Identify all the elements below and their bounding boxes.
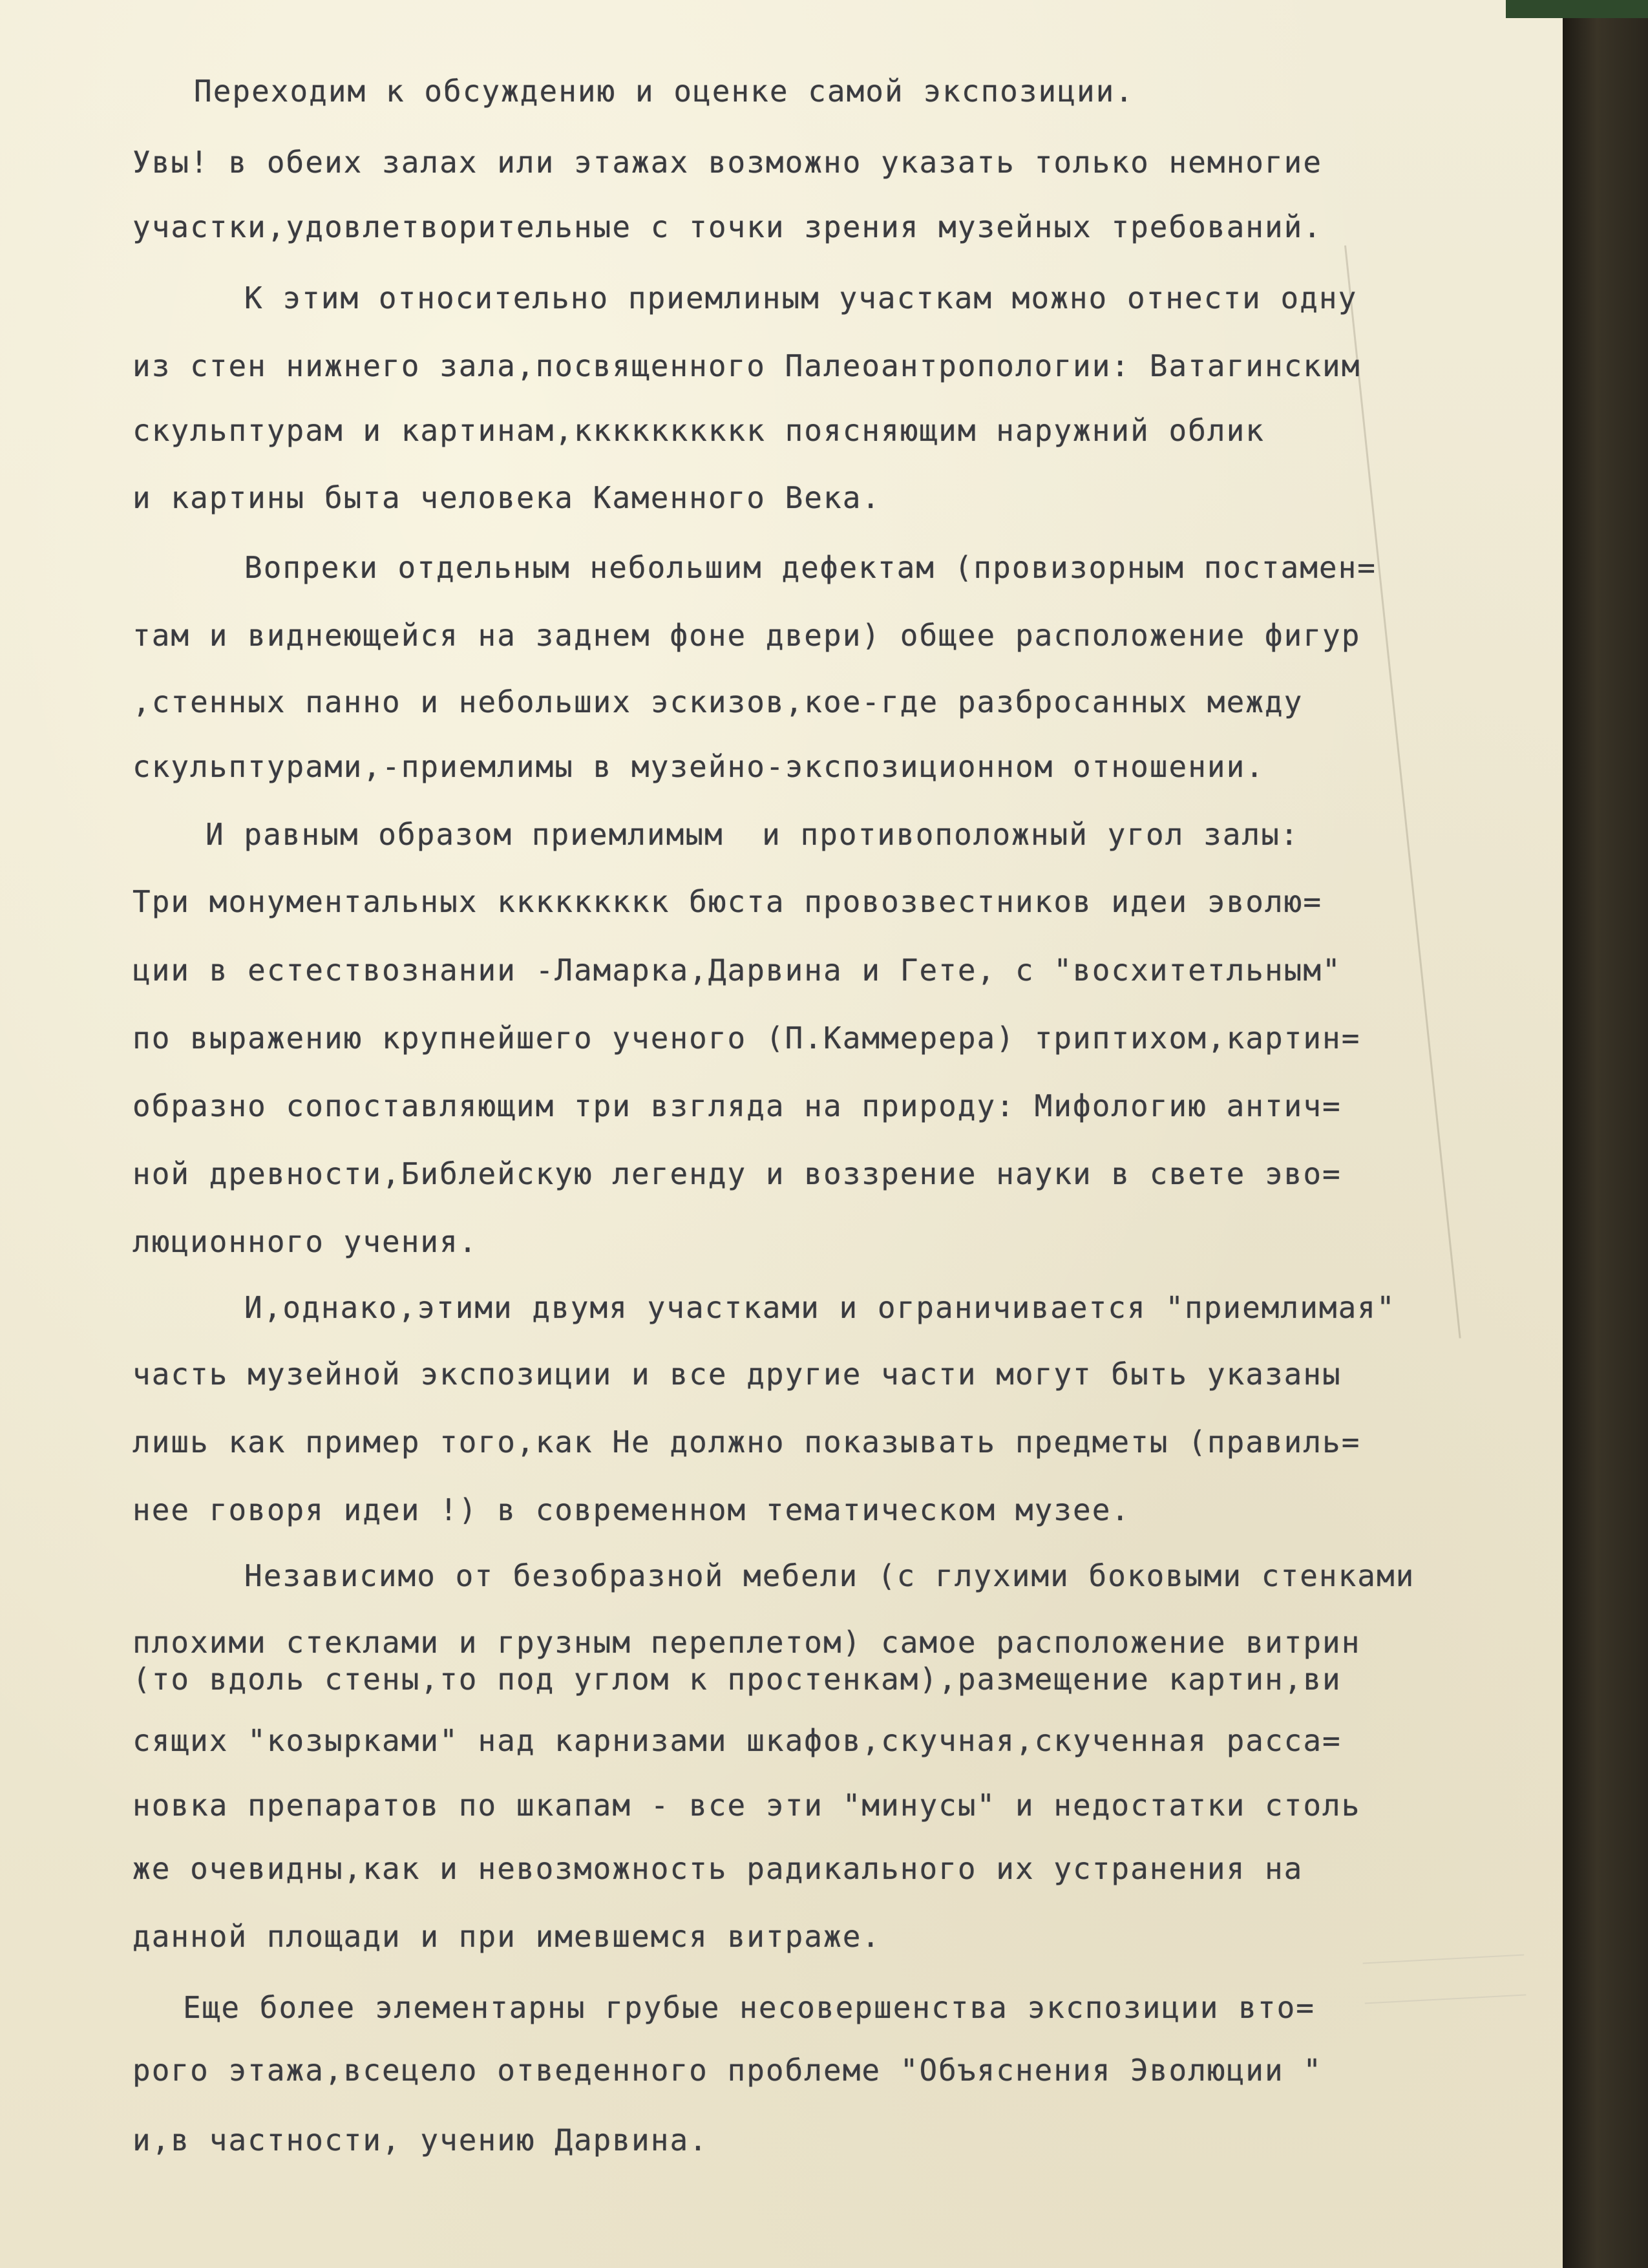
- text-line: И равным образом приемлимым и противоположный угол залы:: [206, 817, 1300, 852]
- text-line: рого этажа,всецело отведенного проблеме "Объяснения Эволюции ": [132, 2053, 1323, 2088]
- text-line: Три монументальных ккккккккк бюста провозвестников идеи эволю=: [132, 884, 1323, 919]
- text-line: скульптурам и картинам,кккккккккк поясняющим наружний облик: [132, 413, 1265, 448]
- text-line: нее говоря идеи !) в современном тематическом музее.: [132, 1492, 1131, 1527]
- text-line: Независимо от безобразной мебели (с глухими боковыми стенками: [244, 1558, 1415, 1593]
- text-line: ной древности,Библейскую легенду и воззрение науки в свете эво=: [132, 1156, 1342, 1191]
- text-line: плохими стеклами и грузным переплетом) самое расположение витрин: [132, 1625, 1361, 1660]
- text-line: лишь как пример того,как Не должно показывать предметы (правиль=: [132, 1425, 1361, 1459]
- text-line: часть музейной экспозиции и все другие части могут быть указаны: [132, 1357, 1342, 1392]
- scan-background-corner: [1506, 0, 1648, 18]
- text-line: К этим относительно приемлиным участкам можно отнести одну: [244, 281, 1358, 315]
- text-line: Еще более элементарны грубые несовершенства экспозиции вто=: [183, 1990, 1315, 2025]
- text-line: из стен нижнего зала,посвященного Палеоантропологии: Ватагинским: [132, 348, 1361, 383]
- text-line: и,в частности, учению Дарвина.: [132, 2123, 708, 2157]
- text-line: новка препаратов по шкапам - все эти "минусы" и недостатки столь: [132, 1788, 1361, 1823]
- text-line: по выражению крупнейшего ученого (П.Каммерера) триптихом,картин=: [132, 1021, 1361, 1055]
- text-line: образно сопоставляющим три взгляда на природу: Мифологию антич=: [132, 1088, 1342, 1123]
- faded-stamp: [1362, 1955, 1526, 2004]
- text-line: ,стенных панно и небольших эскизов,кое-где разбросанных между: [132, 684, 1304, 719]
- text-line: И,однако,этими двумя участками и ограничивается "приемлимая": [244, 1290, 1396, 1325]
- text-line: сящих "козырками" над карнизами шкафов,скучная,скученная расса=: [132, 1723, 1342, 1758]
- paper-crease: [1344, 246, 1461, 1339]
- text-line: Увы! в обеих залах или этажах возможно указать только немногие: [132, 145, 1323, 180]
- text-line: Вопреки отдельным небольшим дефектам (провизорным постамен=: [244, 550, 1377, 585]
- text-line: и картины быта человека Каменного Века.: [132, 480, 882, 515]
- text-line: данной площади и при имевшемся витраже.: [132, 1919, 882, 1954]
- text-line: там и виднеющейся на заднем фоне двери) общее расположение фигур: [132, 618, 1361, 653]
- text-line: люционного учения.: [132, 1224, 478, 1259]
- text-line: Переходим к обсуждению и оценке самой экспозиции.: [194, 74, 1135, 109]
- text-line: скульптурами,-приемлимы в музейно-экспозиционном отношении.: [132, 749, 1265, 784]
- scan-background-edge: [1563, 0, 1648, 2268]
- text-line: (то вдоль стены,то под углом к простенкам),размещение картин,ви: [132, 1662, 1342, 1697]
- text-line: ции в естествознании -Ламарка,Дарвина и Гете, с "восхитетльным": [132, 953, 1342, 988]
- text-line: же очевидны,как и невозможность радикального их устранения на: [132, 1851, 1304, 1886]
- text-line: участки,удовлетворительные с точки зрения музейных требований.: [132, 209, 1323, 244]
